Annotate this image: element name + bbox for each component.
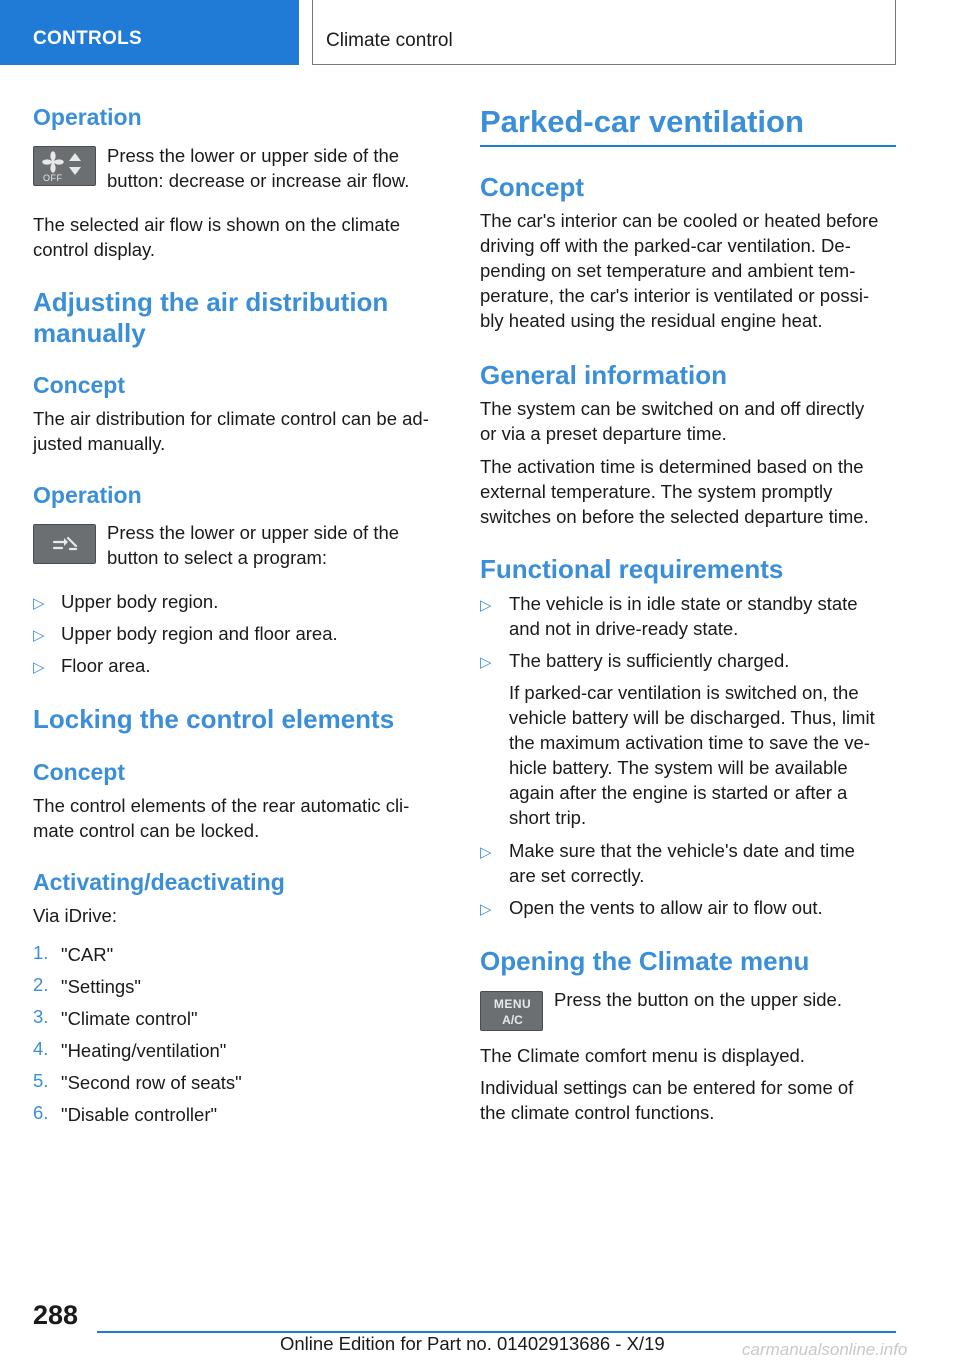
menu-ac-button-icon	[480, 991, 543, 1031]
bullet-marker-icon: ▷	[33, 627, 45, 644]
title-rule	[480, 145, 896, 147]
footer-edition: Online Edition for Part no. 01402913686 - X/19	[280, 1333, 665, 1354]
step-text: "Settings"	[61, 976, 141, 997]
heading-climate-menu: Opening the Climate menu	[480, 946, 810, 976]
requirement-vents: Open the vents to allow air to flow out.	[509, 897, 823, 918]
general-info-p1: The system can be switched on and off directly or via a preset departure time.	[480, 398, 865, 444]
page-title: Parked-car ventilation	[480, 104, 804, 139]
via-idrive-text: Via iDrive:	[33, 905, 117, 926]
step-number: 3.	[33, 1006, 49, 1027]
requirement-date-time: Make sure that the vehicle's date and time are set correctly.	[509, 840, 855, 886]
step-number: 1.	[33, 942, 49, 963]
step-number: 2.	[33, 974, 49, 995]
chapter-label: Climate control	[326, 30, 453, 51]
fan-button-off-label: OFF	[43, 173, 63, 183]
parked-concept-text: The car's interior can be cooled or heated before driving off with the parked-car ventilation. De‐ pending on set temperature and ambient tem‐ perature, the car's interior is ventilated or possi‐ bly heated using the residual engine heat.	[480, 210, 879, 331]
heading-adjust-distribution: Adjusting the air distribution manually	[33, 287, 389, 348]
requirement-idle: The vehicle is in idle state or standby state and not in drive-ready state.	[509, 593, 858, 639]
distribution-icon-desc: Press the lower or upper side of the button to select a program:	[107, 522, 400, 568]
menu-icon-desc: Press the button on the upper side.	[554, 989, 842, 1010]
menu-p2: Individual settings can be entered for some of the climate control functions.	[480, 1077, 854, 1123]
airflow-icon-desc: Press the lower or upper side of the button: decrease or increase air flow.	[107, 145, 410, 191]
step-text: "Second row of seats"	[61, 1072, 242, 1093]
step-number: 4.	[33, 1038, 49, 1059]
page-number: 288	[33, 1300, 79, 1330]
airflow-paragraph: The selected air flow is shown on the climate control display.	[33, 214, 401, 260]
heading-concept-parked: Concept	[480, 172, 584, 202]
heading-locking: Locking the control elements	[33, 704, 395, 734]
distribution-concept-text: The air distribution for climate control can be ad‐ justed manually.	[33, 408, 429, 454]
menu-ac-bottom-label: A/C	[502, 1013, 523, 1027]
step-number: 6.	[33, 1102, 49, 1123]
bullet-marker-icon: ▷	[480, 844, 492, 861]
heading-operation-distribution: Operation	[33, 482, 142, 508]
locking-concept-text: The control elements of the rear automatic cli‐ mate control can be locked.	[33, 795, 410, 841]
menu-p1: The Climate comfort menu is displayed.	[480, 1045, 805, 1066]
fan-button-icon	[33, 146, 96, 186]
step-text: "Disable controller"	[61, 1104, 218, 1125]
step-text: "Heating/ventilation"	[61, 1040, 227, 1061]
requirement-battery: The battery is sufficiently charged.	[509, 650, 790, 671]
section-tab	[0, 0, 299, 65]
heading-general-info: General information	[480, 360, 728, 390]
bullet-marker-icon: ▷	[480, 654, 492, 671]
distribution-option: Upper body region and floor area.	[61, 623, 338, 644]
bullet-marker-icon: ▷	[33, 659, 45, 676]
heading-concept-locking: Concept	[33, 759, 125, 785]
air-distribution-button-icon	[33, 524, 96, 564]
heading-concept-distribution: Concept	[33, 372, 125, 398]
heading-operation-airflow: Operation	[33, 104, 142, 130]
bullet-marker-icon: ▷	[480, 597, 492, 614]
heading-activating: Activating/deactivating	[33, 869, 285, 895]
general-info-p2: The activation time is determined based on the external temperature. The system promptly switches on before the selected departure time.	[480, 456, 869, 527]
distribution-option: Floor area.	[61, 655, 151, 676]
distribution-option: Upper body region.	[61, 591, 219, 612]
heading-functional-requirements: Functional requirements	[480, 554, 784, 584]
step-number: 5.	[33, 1070, 49, 1091]
bullet-marker-icon: ▷	[33, 595, 45, 612]
step-text: "CAR"	[61, 944, 114, 965]
step-text: "Climate control"	[61, 1008, 198, 1029]
section-label: CONTROLS	[33, 28, 143, 49]
battery-note: If parked-car ventilation is switched on, the vehicle battery will be discharged. Thus, limit the maximum activation time to save the ve‐ hicle battery. The system will be available again after the engine is started or after a short trip.	[509, 682, 875, 828]
bullet-marker-icon: ▷	[480, 901, 492, 918]
chapter-tab	[312, 0, 896, 65]
menu-ac-top-label: MENU	[493, 997, 532, 1011]
watermark: carmanualsonline.info	[742, 1340, 908, 1359]
